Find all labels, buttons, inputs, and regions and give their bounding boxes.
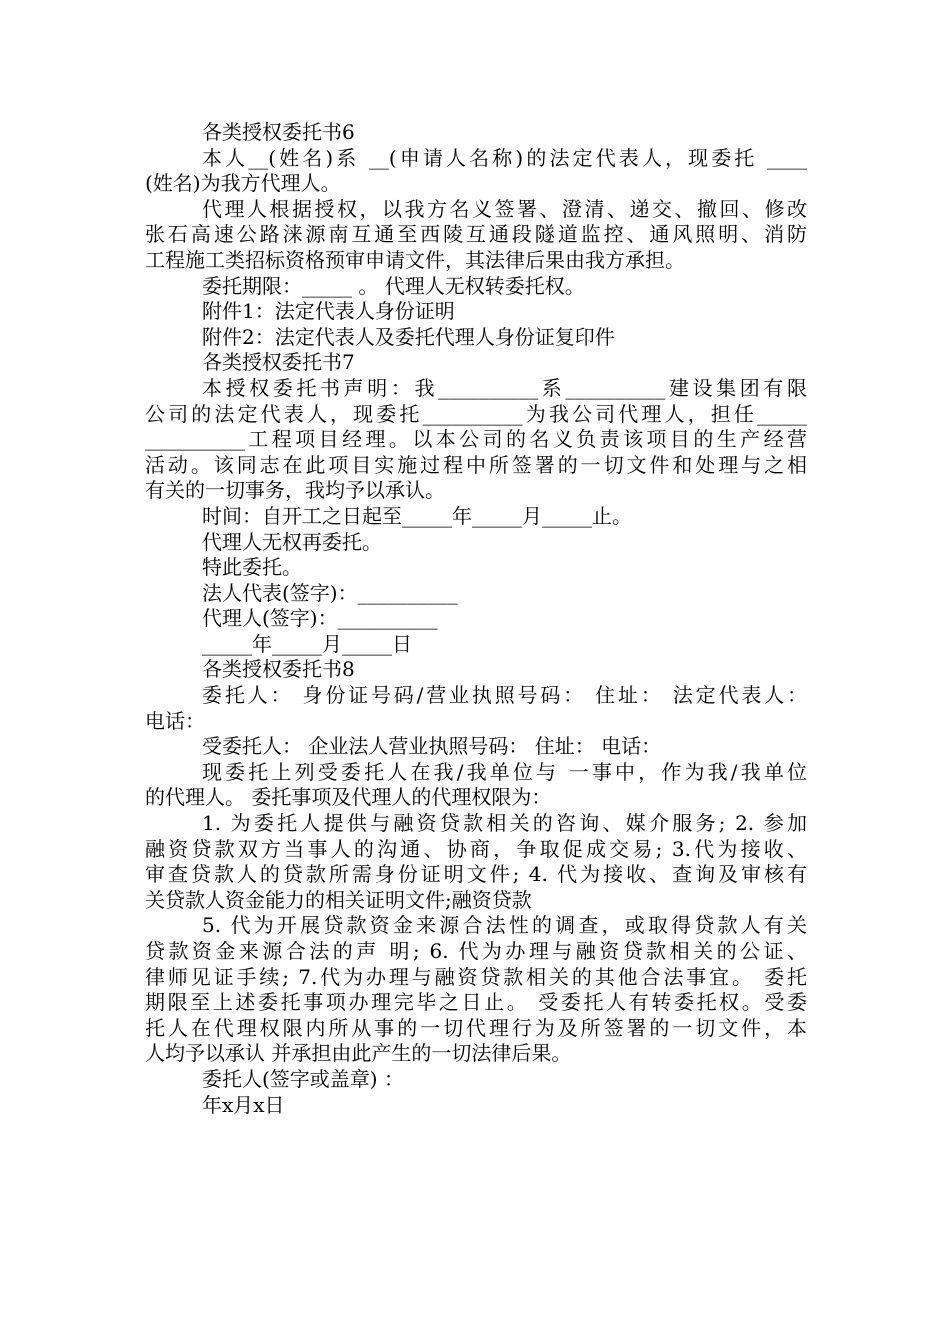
document-body	[145, 120, 807, 1118]
text-line: 代理人(签字)：__________	[202, 606, 438, 631]
text-line: (姓名)为我方代理人。	[145, 171, 341, 196]
text-line: 附件1：法定代表人身份证明	[202, 299, 455, 324]
text-line: 本授权委托书声明：我__________系__________建设集团有限	[202, 375, 807, 400]
text-line: 委托期限：_____ 。 代理人无权转委托权。	[202, 273, 585, 298]
text-line: 电话：	[145, 708, 205, 733]
text-line: 特此委托。	[202, 555, 302, 580]
text-line: 法人代表(签字)：__________	[202, 580, 458, 605]
text-line: 人均予以承认 并承担由此产生的一切法律后果。	[145, 1041, 572, 1066]
text-line: 审查贷款人的贷款所需身份证明文件; 4. 代为接收、查询及审核有	[145, 862, 807, 887]
text-line: 托人在代理权限内所从事的一切代理行为及所签署的一切文件，本	[145, 1015, 807, 1040]
text-line: 各类授权委托书6	[202, 120, 355, 144]
text-line: 现委托上列受委托人在我/我单位与 一事中，作为我/我单位	[202, 759, 807, 784]
text-line: 各类授权委托书8	[202, 657, 355, 682]
text-line: 活动。该同志在此项目实施过程中所签署的一切文件和处理与之相	[145, 452, 807, 477]
text-line: 公司的法定代表人，现委托__________为我公司代理人，担任_____	[145, 401, 807, 426]
text-line: 张石高速公路涞源南互通至西陵互通段隧道监控、通风照明、消防	[145, 222, 807, 247]
text-line: __________工程项目经理。以本公司的名义负责该项目的生产经营	[145, 427, 807, 452]
text-line: 代理人无权再委托。	[202, 529, 382, 554]
text-line: 时间：自开工之日起至_____年_____月_____止。	[202, 503, 632, 528]
text-line: 附件2：法定代表人及委托代理人身份证复印件	[202, 324, 615, 349]
text-line: 委托人(签字或盖章) ：	[202, 1066, 404, 1091]
text-line: 融资贷款双方当事人的沟通、协商，争取促成交易; 3.代为接收、	[145, 836, 807, 861]
text-line: _____年_____月_____日	[202, 631, 412, 656]
text-line: 委托人： 身份证号码/营业执照号码： 住址： 法定代表人：	[202, 683, 807, 708]
text-line: 5. 代为开展贷款资金来源合法性的调查，或取得贷款人有关	[202, 913, 807, 938]
text-line: 1. 为委托人提供与融资贷款相关的咨询、媒介服务; 2. 参加	[202, 811, 807, 836]
text-line: 贷款资金来源合法的声 明; 6. 代为办理与融资贷款相关的公证、	[145, 939, 807, 963]
text-line: 期限至上述委托事项办理完毕之日止。 受委托人有转委托权。受委	[145, 990, 807, 1015]
text-line: 工程施工类招标资格预审申请文件，其法律后果由我方承担。	[145, 247, 685, 272]
text-line: 的代理人。 委托事项及代理人的代理权限为：	[145, 785, 552, 810]
text-line: 各类授权委托书7	[202, 350, 355, 375]
text-line: 年x月x日	[202, 1092, 285, 1117]
text-line: 代理人根据授权，以我方名义签署、澄清、递交、撤回、修改	[202, 196, 807, 221]
text-line: 受委托人： 企业法人营业执照号码： 住址： 电话：	[202, 734, 662, 759]
text-line: 有关的一切事务，我均予以承认。	[145, 478, 445, 503]
text-line: 律师见证手续; 7.代为办理与融资贷款相关的其他合法事宜。 委托	[145, 964, 807, 989]
text-line: 本人__(姓名)系 __(申请人名称)的法定代表人，现委托 ____	[202, 145, 807, 170]
text-line: 关贷款人资金能力的相关证明文件;融资贷款	[145, 887, 532, 912]
